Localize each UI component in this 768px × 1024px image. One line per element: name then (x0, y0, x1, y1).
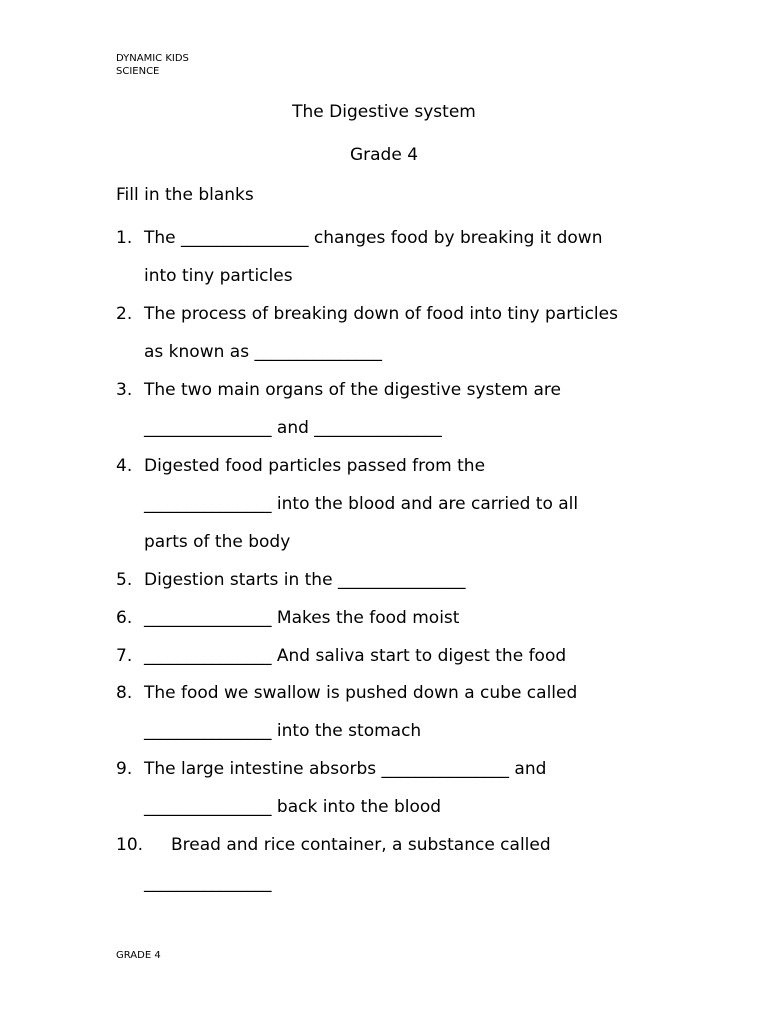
question-text: _______________ (144, 873, 272, 893)
question-text: Digestion starts in the _______________ (144, 570, 466, 590)
question-text: _______________ back into the blood (144, 797, 442, 817)
question-text: as known as _______________ (144, 342, 382, 362)
question-text: The process of breaking down of food into tiny particles (144, 304, 618, 324)
question-text: Bread and rice container, a substance called (171, 835, 551, 855)
question-text: The two main organs of the digestive system are (144, 380, 561, 400)
header-line-2: SCIENCE (116, 66, 160, 77)
question-number: 3. (116, 380, 133, 400)
page-title: The Digestive system (292, 102, 476, 122)
question-text: _______________ into the blood and are carried to all (144, 494, 579, 514)
document-header (116, 52, 189, 78)
question-text: _______________ and _______________ (144, 418, 442, 438)
question-number: 8. (116, 683, 133, 703)
question-number: 6. (116, 608, 133, 628)
document-footer: GRADE 4 (116, 950, 161, 961)
question-number: 10. (116, 835, 144, 855)
question-number: 9. (116, 759, 133, 779)
question-text: Digested food particles passed from the (144, 456, 486, 476)
question-number: 5. (116, 570, 133, 590)
question-text: The large intestine absorbs _______________ and (144, 759, 547, 779)
question-text: _______________ Makes the food moist (144, 608, 460, 628)
question-text: _______________ into the stomach (144, 721, 422, 741)
question-number: 4. (116, 456, 133, 476)
question-text: The food we swallow is pushed down a cube called (144, 683, 578, 703)
question-number: 1. (116, 228, 133, 248)
question-number: 7. (116, 646, 133, 666)
question-text: The _______________ changes food by breaking it down (144, 228, 603, 248)
instructions: Fill in the blanks (116, 185, 254, 205)
header-line-1: DYNAMIC KIDS (116, 53, 189, 64)
question-number: 2. (116, 304, 133, 324)
question-text: _______________ And saliva start to digest the food (144, 646, 567, 666)
question-text: parts of the body (144, 532, 291, 552)
grade-subtitle: Grade 4 (349, 145, 419, 165)
question-text: into tiny particles (144, 266, 293, 286)
